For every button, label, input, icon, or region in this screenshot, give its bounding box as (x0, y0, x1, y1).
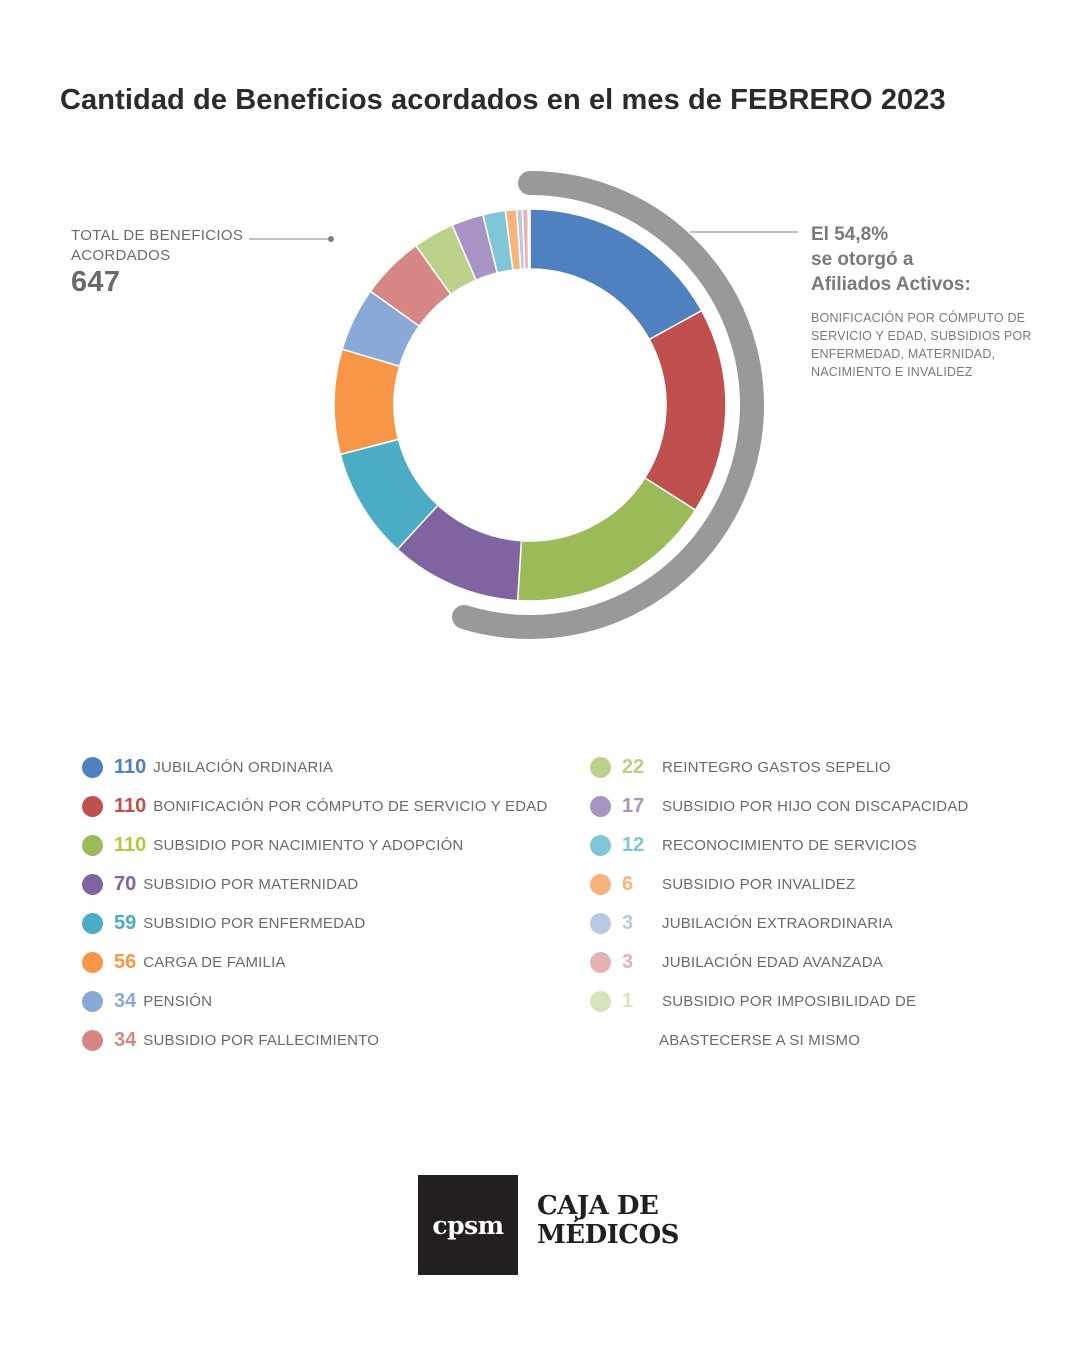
legend-item (82, 787, 548, 826)
donut-slice (645, 311, 726, 510)
legend-value: 12 (622, 834, 645, 856)
legend-dot (82, 874, 103, 895)
legend-item (590, 826, 969, 865)
legend-label: SUBSIDIO POR NACIMIENTO Y ADOPCIÓN (153, 837, 464, 854)
total-block (71, 226, 251, 298)
legend-item (590, 787, 969, 826)
legend-item (82, 943, 548, 982)
legend-label: RECONOCIMIENTO DE SERVICIOS (662, 837, 917, 854)
logo-line-2: MÉDICOS (537, 1220, 679, 1250)
callout-headline-3: Afiliados Activos: (811, 274, 971, 295)
total-value: 647 (71, 266, 121, 298)
callout-body: BONIFICACIÓN POR CÓMPUTO DE SERVICIO Y EDAD, SUBSIDIOS POR ENFERMEDAD, MATERNIDAD, NACIMIENTO E INVALIDEZ (811, 311, 1032, 379)
legend-label: SUBSIDIO POR INVALIDEZ (662, 876, 856, 893)
legend-item-continuation (590, 1021, 969, 1060)
legend-value: 110 (114, 795, 147, 817)
legend-dot (590, 874, 611, 895)
legend-value: 34 (114, 1029, 137, 1051)
legend-dot (590, 796, 611, 817)
callout-headline-1: El 54,8% (811, 224, 889, 245)
legend-label: SUBSIDIO POR HIJO CON DISCAPACIDAD (662, 798, 969, 815)
legend-label: SUBSIDIO POR IMPOSIBILIDAD DE (662, 993, 917, 1010)
legend-value: 3 (622, 912, 634, 934)
callout-headline-2: se otorgó a (811, 249, 914, 270)
legend-label: SUBSIDIO POR FALLECIMIENTO (143, 1032, 380, 1049)
callout-block (811, 222, 1041, 381)
legend-item (590, 904, 969, 943)
legend-item (82, 865, 548, 904)
legend-label: JUBILACIÓN EDAD AVANZADA (662, 954, 883, 971)
donut-slice (528, 209, 530, 269)
total-leader-dot (328, 236, 334, 242)
legend-item (590, 865, 969, 904)
legend-item (82, 904, 548, 943)
logo-line-1: CAJA DE (537, 1191, 659, 1221)
legend-value: 110 (114, 834, 147, 856)
legend-dot (82, 952, 103, 973)
legend-item (82, 748, 548, 787)
legend-dot (590, 952, 611, 973)
legend-value: 1 (622, 990, 634, 1012)
legend-value: 34 (114, 990, 137, 1012)
legend-label: SUBSIDIO POR ENFERMEDAD (143, 915, 366, 932)
legend-label: SUBSIDIO POR MATERNIDAD (143, 876, 359, 893)
legend-dot (82, 1030, 103, 1051)
legend-dot (82, 757, 103, 778)
legend-item (590, 943, 969, 982)
legend-dot (82, 991, 103, 1012)
legend-dot (590, 913, 611, 934)
legend-value: 6 (622, 873, 634, 895)
legend-item (82, 826, 548, 865)
legend-dot (82, 913, 103, 934)
legend-dot (590, 835, 611, 856)
legend-dot (82, 835, 103, 856)
legend-value: 3 (622, 951, 634, 973)
legend-label: CARGA DE FAMILIA (143, 954, 286, 971)
legend-dot (590, 757, 611, 778)
legend-item (590, 982, 969, 1021)
legend-value: 17 (622, 795, 645, 817)
legend-dot (82, 796, 103, 817)
legend-right (590, 748, 969, 1060)
logo-wordmark (537, 1192, 679, 1250)
legend-label: REINTEGRO GASTOS SEPELIO (662, 759, 891, 776)
legend-left (82, 748, 548, 1060)
logo-mark: cpsm (418, 1175, 518, 1275)
legend-dot (590, 991, 611, 1012)
legend-value: 70 (114, 873, 137, 895)
legend-item (82, 982, 548, 1021)
legend-label: JUBILACIÓN EXTRAORDINARIA (662, 915, 893, 932)
legend-value: 22 (622, 756, 645, 778)
legend-item (590, 748, 969, 787)
legend-label: PENSIÓN (143, 993, 213, 1010)
legend-label-continuation: ABASTECERSE A SI MISMO (659, 1032, 861, 1049)
chart-title: Cantidad de Beneficios acordados en el mes de FEBRERO 2023 (60, 84, 946, 116)
total-label: TOTAL DE BENEFICIOS ACORDADOS (71, 227, 244, 264)
legend-value: 110 (114, 756, 147, 778)
donut-slice (334, 349, 400, 454)
legend-item (82, 1021, 548, 1060)
legend-value: 56 (114, 951, 137, 973)
legend-value: 59 (114, 912, 137, 934)
legend-label: BONIFICACIÓN POR CÓMPUTO DE SERVICIO Y EDAD (153, 798, 548, 815)
legend-label: JUBILACIÓN ORDINARIA (153, 759, 334, 776)
